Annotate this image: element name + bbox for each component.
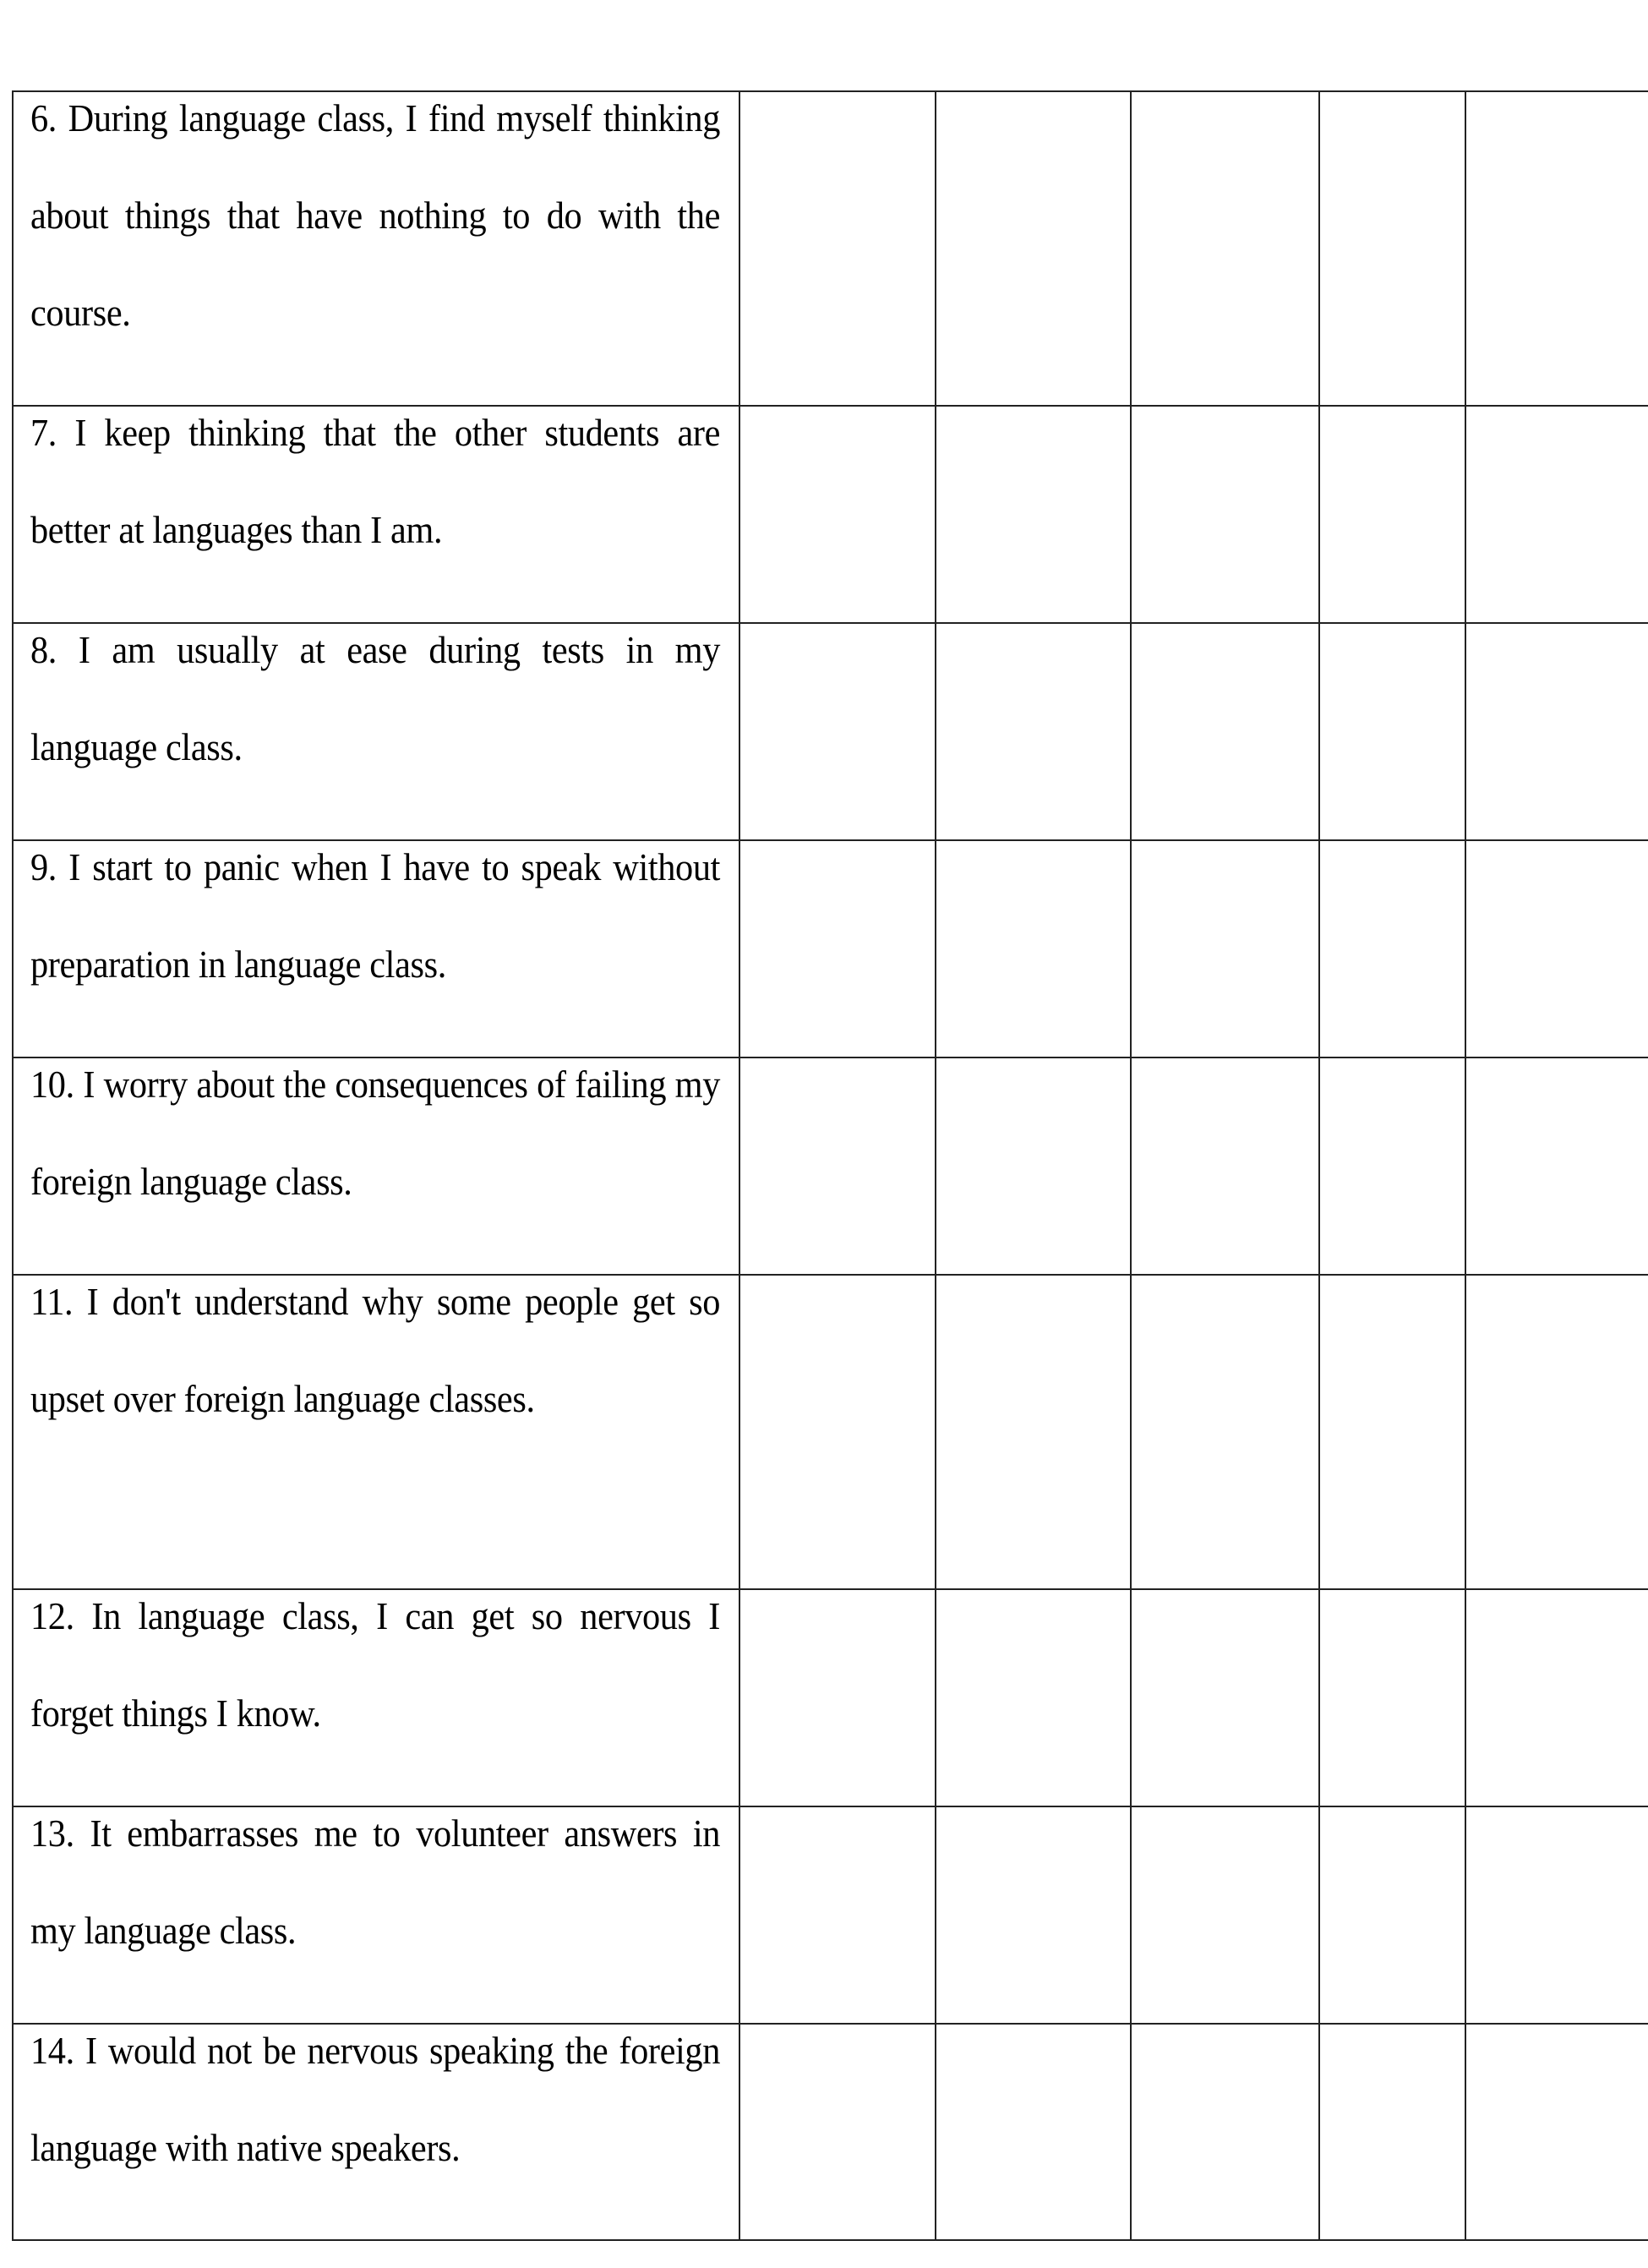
table-row — [13, 91, 1648, 406]
response-cell[interactable] — [936, 91, 1131, 406]
response-cell[interactable] — [739, 91, 936, 406]
response-cell[interactable] — [739, 840, 936, 1057]
statement-text: 14. I would not be nervous speaking the foreign language with native speakers. — [30, 2029, 721, 2169]
response-cell[interactable] — [1319, 2024, 1465, 2240]
response-cell[interactable] — [1465, 1275, 1648, 1589]
response-cell[interactable] — [1465, 406, 1648, 623]
table-row — [13, 1806, 1648, 2024]
statement-text: 10. I worry about the consequences of failing my foreign language class. — [30, 1063, 721, 1203]
statement-cell — [13, 1589, 739, 1806]
response-cell[interactable] — [1319, 1275, 1465, 1589]
response-cell[interactable] — [1131, 1806, 1319, 2024]
response-cell[interactable] — [1319, 1589, 1465, 1806]
response-cell[interactable] — [1465, 2024, 1648, 2240]
response-cell[interactable] — [936, 1589, 1131, 1806]
response-cell[interactable] — [739, 406, 936, 623]
response-cell[interactable] — [1131, 1589, 1319, 1806]
response-cell[interactable] — [739, 1275, 936, 1589]
statement-cell — [13, 840, 739, 1057]
response-cell[interactable] — [1465, 623, 1648, 840]
table-row — [13, 1057, 1648, 1275]
statement-cell — [13, 406, 739, 623]
statement-cell — [13, 2024, 739, 2240]
response-cell[interactable] — [739, 2024, 936, 2240]
response-cell[interactable] — [1319, 1806, 1465, 2024]
statement-cell — [13, 1057, 739, 1275]
response-cell[interactable] — [1465, 91, 1648, 406]
response-cell[interactable] — [1319, 623, 1465, 840]
response-cell[interactable] — [1319, 1057, 1465, 1275]
response-cell[interactable] — [739, 1806, 936, 2024]
statement-cell — [13, 91, 739, 406]
response-cell[interactable] — [1131, 1057, 1319, 1275]
table-row — [13, 406, 1648, 623]
statement-text: 6. During language class, I find myself thinking about things that have nothing to do with the course. — [30, 96, 721, 334]
questionnaire-table — [12, 90, 1648, 2241]
statement-text: 7. I keep thinking that the other students are better at languages than I am. — [30, 411, 721, 551]
statement-text: 12. In language class, I can get so nervous I forget things I know. — [30, 1594, 721, 1735]
response-cell[interactable] — [936, 1057, 1131, 1275]
response-cell[interactable] — [1131, 840, 1319, 1057]
response-cell[interactable] — [739, 1589, 936, 1806]
response-cell[interactable] — [1131, 406, 1319, 623]
response-cell[interactable] — [936, 840, 1131, 1057]
response-cell[interactable] — [936, 2024, 1131, 2240]
table-row — [13, 1589, 1648, 1806]
statement-text: 13. It embarrasses me to volunteer answers in my language class. — [30, 1812, 721, 1952]
response-cell[interactable] — [936, 1275, 1131, 1589]
response-cell[interactable] — [936, 406, 1131, 623]
response-cell[interactable] — [739, 1057, 936, 1275]
statement-text: 8. I am usually at ease during tests in my language class. — [30, 628, 721, 768]
response-cell[interactable] — [936, 623, 1131, 840]
response-cell[interactable] — [1131, 2024, 1319, 2240]
statement-cell — [13, 623, 739, 840]
response-cell[interactable] — [1465, 1806, 1648, 2024]
table-row — [13, 1275, 1648, 1589]
statement-text: 11. I don't understand why some people get so upset over foreign language classes. — [30, 1280, 721, 1420]
response-cell[interactable] — [1131, 1275, 1319, 1589]
response-cell[interactable] — [1465, 840, 1648, 1057]
statement-cell — [13, 1806, 739, 2024]
response-cell[interactable] — [1465, 1057, 1648, 1275]
response-cell[interactable] — [1319, 406, 1465, 623]
response-cell[interactable] — [1319, 91, 1465, 406]
response-cell[interactable] — [739, 623, 936, 840]
response-cell[interactable] — [1131, 623, 1319, 840]
response-cell[interactable] — [936, 1806, 1131, 2024]
response-cell[interactable] — [1319, 840, 1465, 1057]
table-row — [13, 2024, 1648, 2240]
statement-text: 9. I start to panic when I have to speak without preparation in language class. — [30, 845, 721, 986]
table-row — [13, 840, 1648, 1057]
response-cell[interactable] — [1465, 1589, 1648, 1806]
table-row — [13, 623, 1648, 840]
statement-cell — [13, 1275, 739, 1589]
response-cell[interactable] — [1131, 91, 1319, 406]
